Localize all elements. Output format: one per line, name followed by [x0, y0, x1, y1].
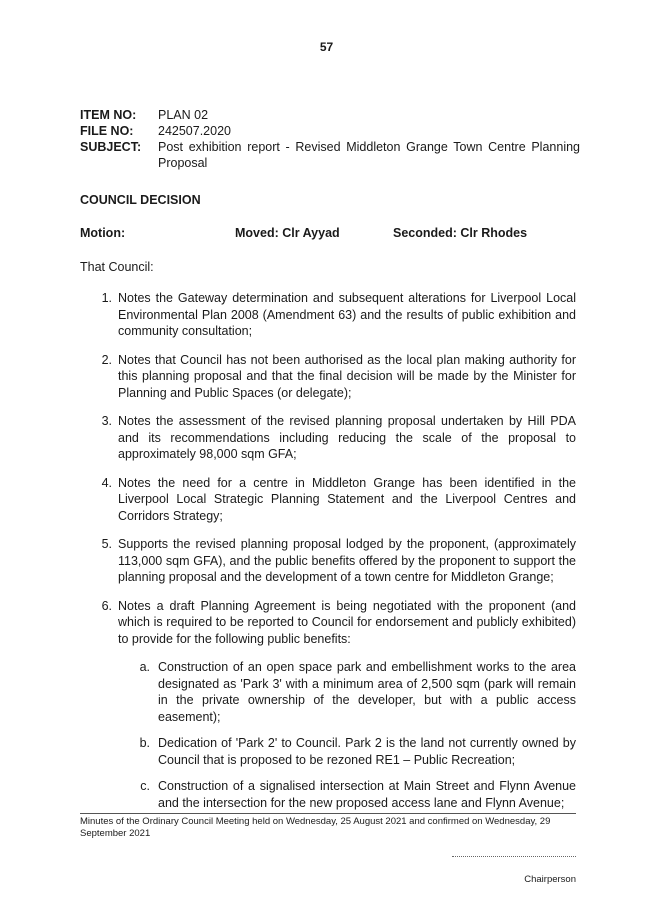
list-item-number: 1. — [101, 291, 112, 305]
sub-list-item-letter: c. — [140, 779, 150, 793]
sub-list-item-letter: b. — [139, 736, 150, 750]
sub-list-item — [118, 735, 576, 768]
list-item-text: Supports the revised planning proposal lodged by the proponent, (approximately 113,000 sqm GFA), and the public benefits offered by the proponent to support the planning proposal and the development of a town centre for Middleton Grange; — [118, 537, 576, 584]
list-item-text: Notes a draft Planning Agreement is being negotiated with the proponent (and which is required to be reported to Council for endorsement and publicly exhibited) to provide for the following public benefits: — [118, 598, 576, 646]
chairperson-label: Chairperson — [524, 874, 576, 885]
intro-text: That Council: — [80, 260, 154, 274]
sub-list-item-text: Construction of an open space park and embellishment works to the area designated as 'Park 3' with a minimum area of 2,500 sqm (park will remain in the private ownership of the developer, but with a public access easement); — [158, 660, 576, 724]
resolution-list — [80, 290, 576, 821]
motion-label: Motion: — [80, 226, 126, 240]
list-item — [80, 290, 576, 340]
list-item-number: 2. — [101, 352, 112, 367]
list-item — [80, 536, 576, 586]
list-item — [80, 475, 576, 525]
sub-list-item — [118, 659, 576, 725]
list-item-text: Notes the need for a centre in Middleton Grange has been identified in the Liverpool Local Strategic Planning Statement and the Liverpool Centres and Corridors Strategy; — [118, 475, 576, 523]
sub-list-item — [118, 778, 576, 811]
signature-line — [452, 856, 576, 857]
list-item-number: 3. — [101, 414, 112, 428]
public-benefits-list — [118, 659, 576, 811]
list-item-number: 4. — [101, 475, 112, 490]
file-no-row — [80, 123, 580, 139]
footer-divider — [80, 813, 576, 814]
list-item-number: 6. — [101, 598, 112, 613]
list-item — [80, 598, 576, 648]
list-item — [80, 352, 576, 402]
sub-list-item-letter: a. — [139, 660, 150, 674]
list-item-text: Notes that Council has not been authorised as the local plan making authority for this planning proposal and that the final decision will be made by the Minister for Planning and Public Spaces (or delegate); — [118, 352, 576, 400]
subject-label: SUBJECT: — [80, 140, 142, 154]
sub-list-item-text: Dedication of 'Park 2' to Council. Park 2 is the land not currently owned by Council that is proposed to be rezoned RE1 – Public Recreation; — [158, 736, 576, 767]
list-item — [80, 413, 576, 463]
subject-value: Post exhibition report - Revised Middleton Grange Town Centre Planning Proposal — [158, 140, 580, 170]
file-no-value: 242507.2020 — [158, 124, 231, 138]
subject-row — [80, 139, 580, 171]
sub-list-item-text: Construction of a signalised intersection at Main Street and Flynn Avenue and the intersection for the new proposed access lane and Flynn Avenue; — [158, 779, 576, 810]
list-item-text: Notes the Gateway determination and subsequent alterations for Liverpool Local Environmental Plan 2008 (Amendment 63) and the results of public exhibition and community consultation; — [118, 291, 576, 338]
seconded-by: Seconded: Clr Rhodes — [393, 226, 528, 240]
item-no-value: PLAN 02 — [158, 108, 209, 122]
list-item-number: 5. — [101, 537, 112, 551]
item-metadata — [80, 107, 580, 171]
list-item-text: Notes the assessment of the revised planning proposal undertaken by Hill PDA and its recommendations including reducing the scale of the proposal to approximately 98,000 sqm GFA; — [118, 414, 576, 461]
item-no-row — [80, 107, 580, 123]
page-number: 57 — [319, 40, 334, 54]
council-decision-heading: COUNCIL DECISION — [80, 193, 201, 207]
moved-by: Moved: Clr Ayyad — [235, 226, 340, 240]
minutes-footer: Minutes of the Ordinary Council Meeting held on Wednesday, 25 August 2021 and confirmed on Wednesday, 29 September 2021 — [80, 816, 551, 839]
item-no-label: ITEM NO: — [80, 108, 137, 122]
file-no-label: FILE NO: — [80, 124, 134, 138]
